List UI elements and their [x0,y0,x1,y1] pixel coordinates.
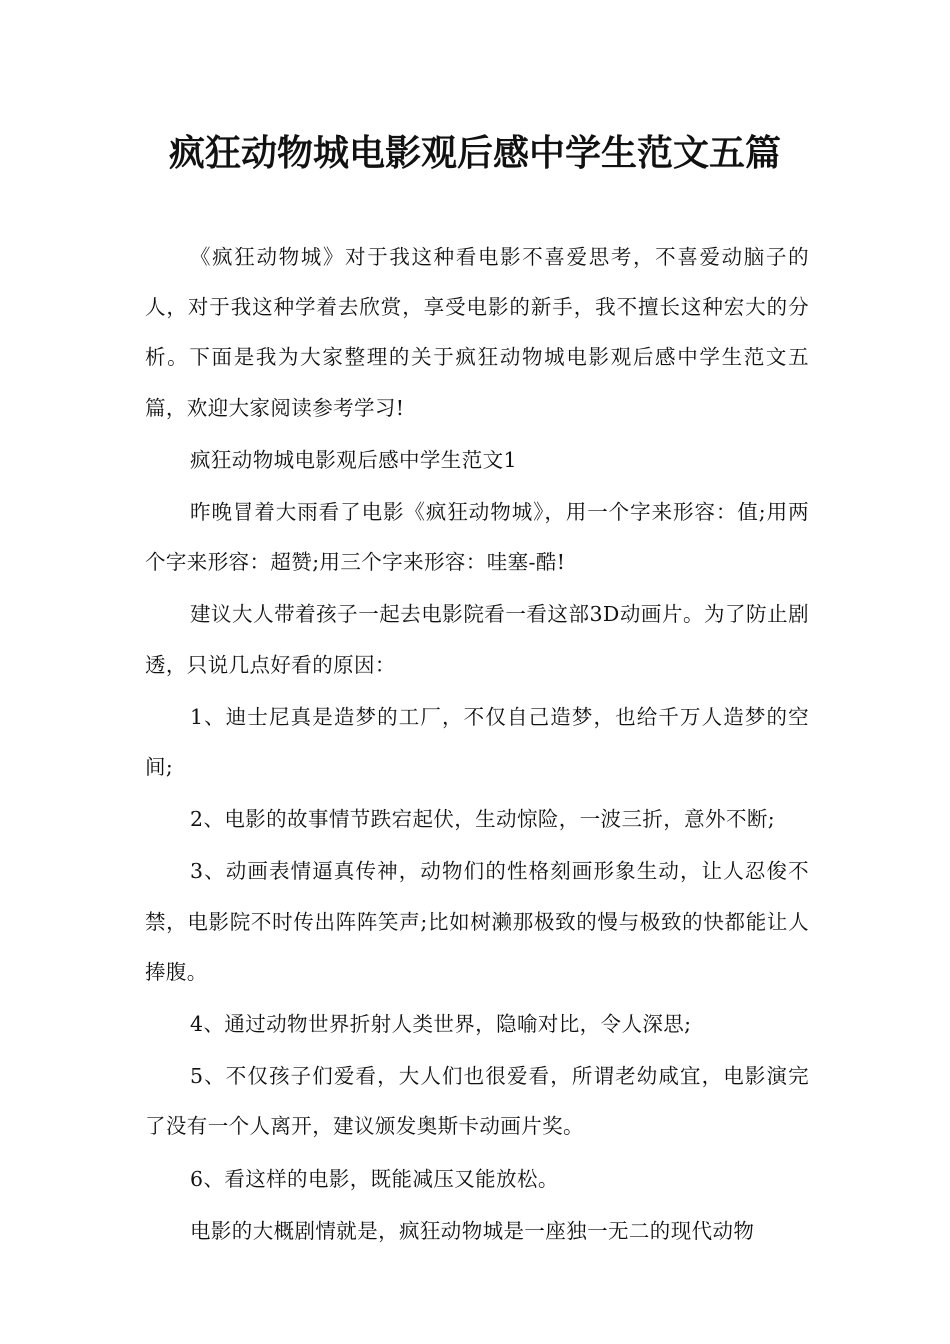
list-item: 5、不仅孩子们爱看，大人们也很爱看，所谓老幼咸宜，电影演完了没有一个人离开，建议颁发奥斯卡动画片奖。 [145,1064,809,1139]
section-heading: 疯狂动物城电影观后感中学生范文1 [190,447,517,472]
list-item: 2、电影的故事情节跌宕起伏，生动惊险，一波三折，意外不断; [190,807,776,832]
intro-paragraph: 《疯狂动物城》对于我这种看电影不喜爱思考，不喜爱动脑子的人，对于我这种学着去欣赏，享受电影的新手，我不擅长这种宏大的分析。下面是我为大家整理的关于疯狂动物城电影观后感中学生范文五篇，欢迎大家阅读参考学习! [145,245,809,420]
document-body [145,232,809,1258]
body-paragraph: 昨晚冒着大雨看了电影《疯狂动物城》，用一个字来形容：值;用两个字来形容：超赞;用三个字来形容：哇塞-酷! [145,500,809,575]
list-item: 6、看这样的电影，既能减压又能放松。 [190,1166,559,1191]
list-item: 4、通过动物世界折射人类世界，隐喻对比，令人深思; [190,1012,692,1037]
body-paragraph: 电影的大概剧情就是，疯狂动物城是一座独一无二的现代动物 [190,1218,755,1243]
document-title: 疯狂动物城电影观后感中学生范文五篇 [168,132,781,174]
body-paragraph: 建议大人带着孩子一起去电影院看一看这部3D动画片。为了防止剧透，只说几点好看的原因： [145,602,809,677]
list-item: 1、迪士尼真是造梦的工厂，不仅自己造梦，也给千万人造梦的空间; [145,704,809,780]
list-item: 3、动画表情逼真传神，动物们的性格刻画形象生动，让人忍俊不禁，电影院不时传出阵阵笑声;比如树濑那极致的慢与极致的快都能让人捧腹。 [145,859,809,984]
